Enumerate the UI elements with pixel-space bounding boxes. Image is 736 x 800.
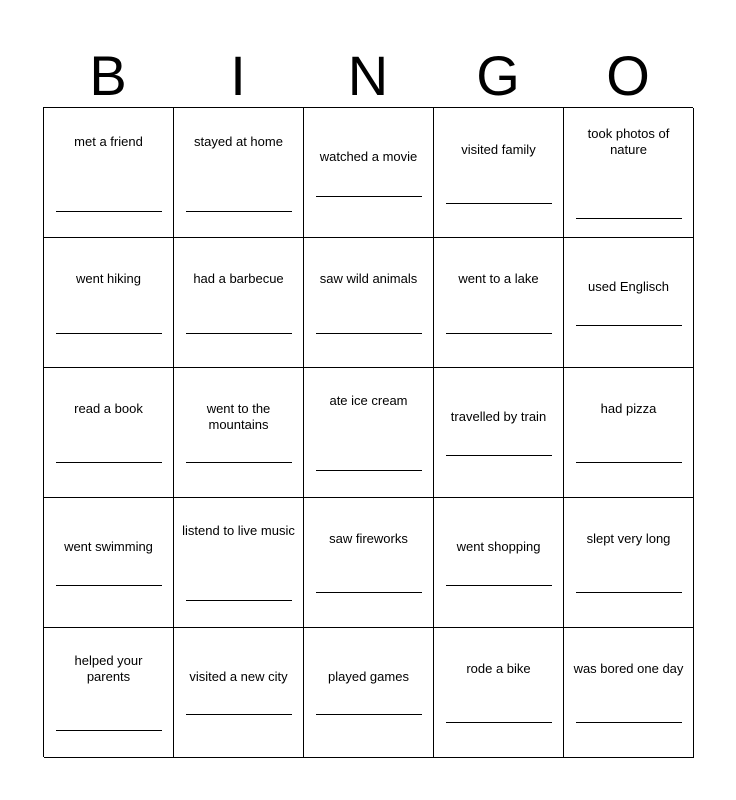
cell-label: saw fireworks xyxy=(329,531,408,546)
bingo-grid xyxy=(43,107,693,757)
cell-label: had a barbecue xyxy=(193,271,284,286)
cell-label: went hiking xyxy=(75,271,142,286)
bingo-cell[interactable] xyxy=(174,238,304,368)
bingo-cell[interactable] xyxy=(174,368,304,498)
write-in-line[interactable] xyxy=(446,455,552,456)
cell-label: read a book xyxy=(74,401,143,416)
write-in-line[interactable] xyxy=(576,325,682,326)
write-in-line[interactable] xyxy=(186,600,292,601)
write-in-line[interactable] xyxy=(316,592,422,593)
write-in-line[interactable] xyxy=(446,333,552,334)
cell-label: travelled by train xyxy=(450,409,547,424)
cell-label: had pizza xyxy=(600,401,657,416)
cell-label: was bored one day xyxy=(573,661,684,676)
cell-label: ate ice cream xyxy=(329,393,408,408)
write-in-line[interactable] xyxy=(316,470,422,471)
bingo-cell[interactable] xyxy=(174,498,304,628)
cell-label: went to a lake xyxy=(458,271,539,286)
bingo-cell[interactable] xyxy=(304,108,434,238)
write-in-line[interactable] xyxy=(446,722,552,723)
bingo-cell[interactable] xyxy=(304,368,434,498)
write-in-line[interactable] xyxy=(186,462,292,463)
cell-label: played games xyxy=(328,669,409,684)
header-letter-g: G xyxy=(476,44,520,107)
bingo-cell[interactable] xyxy=(434,498,564,628)
write-in-line[interactable] xyxy=(56,585,162,586)
cell-label: used Englisch xyxy=(588,279,669,294)
cell-label: rode a bike xyxy=(466,661,531,676)
cell-label: took photos of nature xyxy=(587,126,670,157)
write-in-line[interactable] xyxy=(186,714,292,715)
header-letter-n: N xyxy=(347,44,389,107)
write-in-line[interactable] xyxy=(56,730,162,731)
bingo-cell[interactable] xyxy=(564,108,694,238)
bingo-cell[interactable] xyxy=(304,628,434,758)
bingo-cell[interactable] xyxy=(44,108,174,238)
bingo-cell[interactable] xyxy=(44,628,174,758)
bingo-cell[interactable] xyxy=(564,368,694,498)
bingo-cell[interactable] xyxy=(304,238,434,368)
cell-label: visited family xyxy=(461,142,536,157)
bingo-cell[interactable] xyxy=(44,498,174,628)
cell-label: slept very long xyxy=(586,531,671,546)
write-in-line[interactable] xyxy=(316,196,422,197)
write-in-line[interactable] xyxy=(316,714,422,715)
cell-label: met a friend xyxy=(74,134,143,149)
bingo-cell[interactable] xyxy=(564,498,694,628)
write-in-line[interactable] xyxy=(56,333,162,334)
cell-label: helped your parents xyxy=(74,653,143,684)
bingo-cell[interactable] xyxy=(434,108,564,238)
write-in-line[interactable] xyxy=(576,218,682,219)
bingo-cell[interactable] xyxy=(564,628,694,758)
cell-label: listend to live music xyxy=(182,523,295,538)
bingo-cell[interactable] xyxy=(564,238,694,368)
write-in-line[interactable] xyxy=(446,585,552,586)
cell-label: went swimming xyxy=(64,539,153,554)
write-in-line[interactable] xyxy=(576,722,682,723)
cell-label: went shopping xyxy=(456,539,541,554)
bingo-cell[interactable] xyxy=(174,108,304,238)
cell-label: visited a new city xyxy=(189,669,288,684)
bingo-cell[interactable] xyxy=(434,368,564,498)
write-in-line[interactable] xyxy=(316,333,422,334)
cell-label: went to the mountains xyxy=(206,401,271,432)
bingo-cell[interactable] xyxy=(434,628,564,758)
header-letter-b: B xyxy=(89,44,127,107)
write-in-line[interactable] xyxy=(576,462,682,463)
header-letter-o: O xyxy=(606,44,650,107)
bingo-cell[interactable] xyxy=(44,238,174,368)
header-letter-i: I xyxy=(230,44,246,107)
bingo-cell[interactable] xyxy=(174,628,304,758)
write-in-line[interactable] xyxy=(56,462,162,463)
cell-label: stayed at home xyxy=(194,134,283,149)
cell-label: watched a movie xyxy=(319,149,418,164)
write-in-line[interactable] xyxy=(446,203,552,204)
write-in-line[interactable] xyxy=(186,333,292,334)
write-in-line[interactable] xyxy=(576,592,682,593)
write-in-line[interactable] xyxy=(186,211,292,212)
bingo-cell[interactable] xyxy=(434,238,564,368)
bingo-cell[interactable] xyxy=(44,368,174,498)
cell-label: saw wild animals xyxy=(319,271,418,286)
bingo-cell[interactable] xyxy=(304,498,434,628)
write-in-line[interactable] xyxy=(56,211,162,212)
